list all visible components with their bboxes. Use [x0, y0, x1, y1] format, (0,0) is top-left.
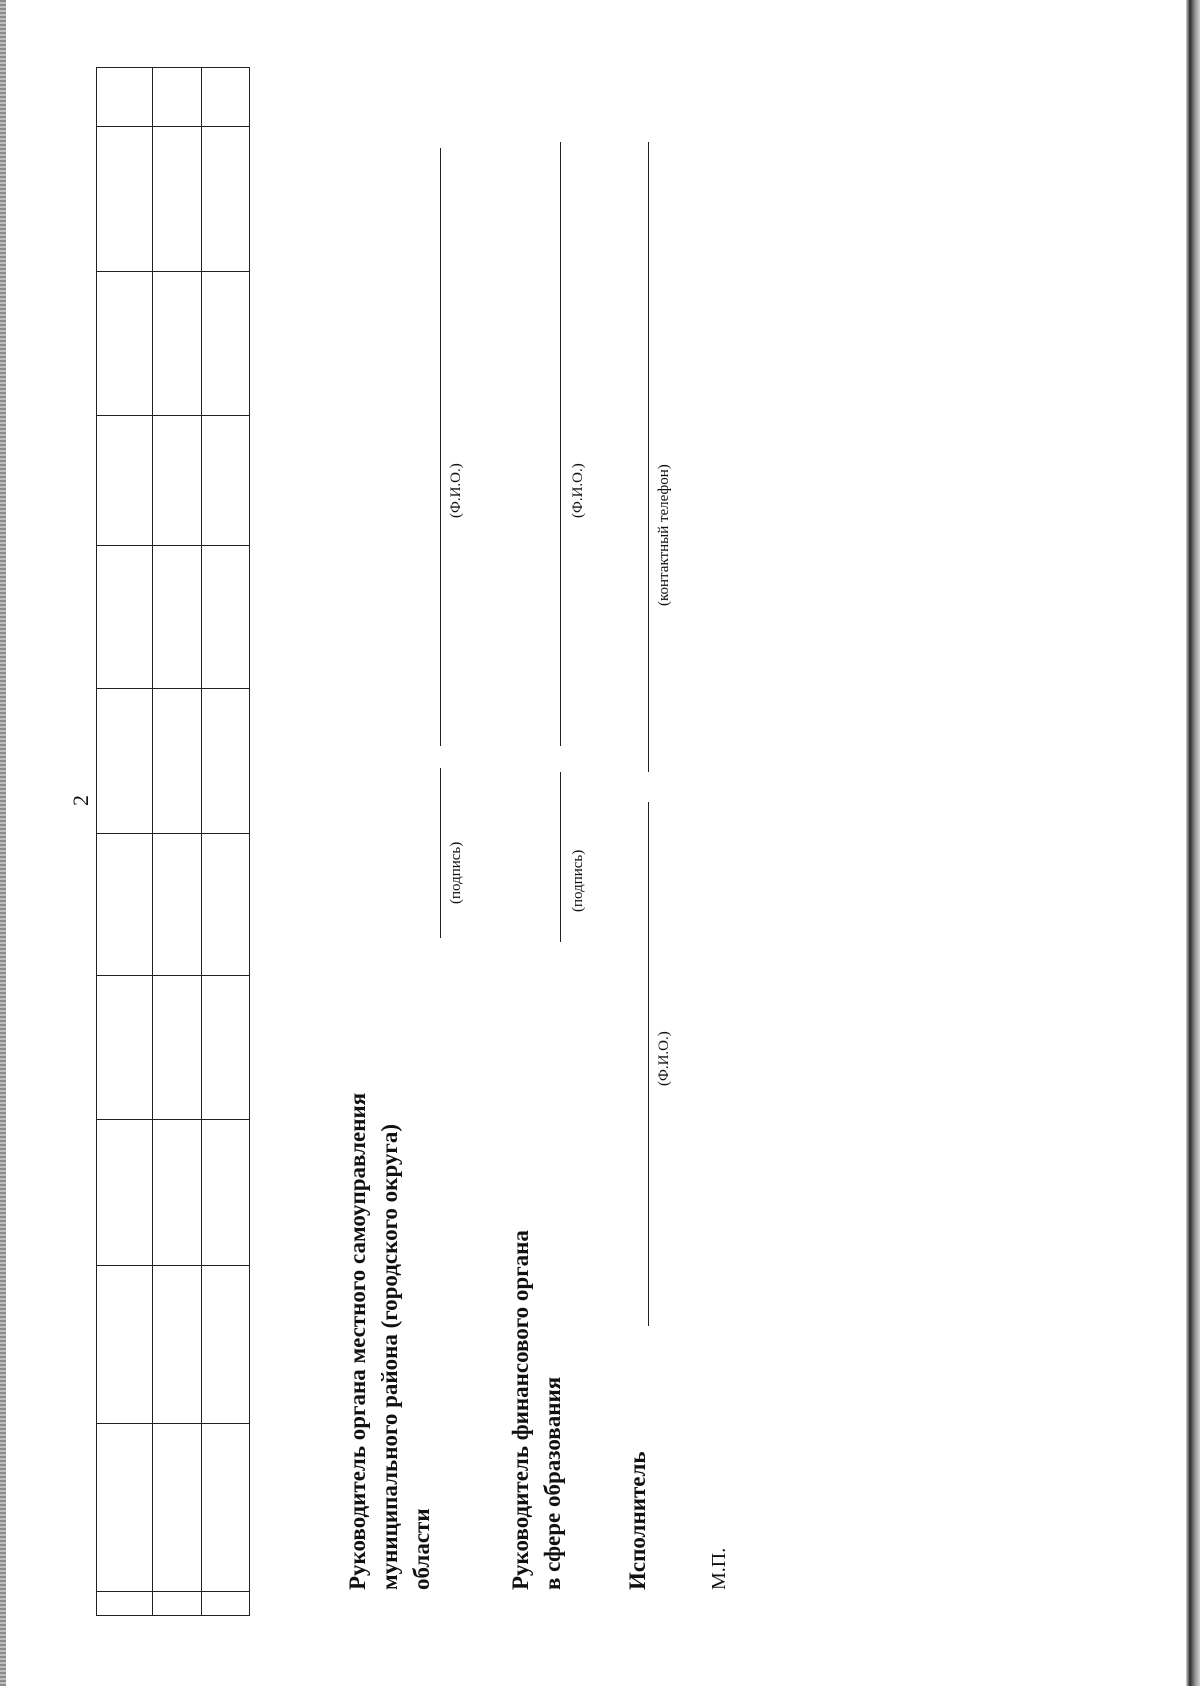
- executor-phone-line: [648, 142, 649, 772]
- head-local-gov-title-line1: Руководитель органа местного самоуправления: [345, 1092, 370, 1590]
- table-row: [153, 68, 201, 1616]
- table-cell: [97, 1266, 153, 1424]
- executor-title: Исполнитель: [625, 1451, 650, 1590]
- head-local-gov-signature-caption: (подпись): [448, 841, 464, 904]
- executor-phone-caption: (контактный телефон): [656, 464, 672, 606]
- head-finance-signature-line: [560, 772, 561, 942]
- table-cell: [201, 127, 249, 272]
- head-local-gov-title: [342, 1093, 438, 1590]
- table-cell: [201, 1424, 249, 1592]
- table-cell: [153, 1120, 201, 1266]
- head-local-gov-title-line2: муниципального района (городского округа): [377, 1123, 402, 1590]
- executor-name-line: [648, 802, 649, 1326]
- table-cell: [97, 546, 153, 689]
- executor-name-caption: (Ф.И.О.): [656, 1031, 672, 1086]
- table-cell: [97, 272, 153, 416]
- table-cell: [97, 1424, 153, 1592]
- table-cell: [153, 416, 201, 546]
- stamp-place-label: М.П.: [708, 1547, 730, 1590]
- table-cell: [153, 1424, 201, 1592]
- table-cell: [97, 689, 153, 834]
- table-cell: [201, 416, 249, 546]
- head-local-gov-name-caption: (Ф.И.О.): [448, 463, 464, 518]
- head-finance-name-line: [560, 142, 561, 746]
- table-cell: [201, 1592, 249, 1616]
- table-cell: [97, 1592, 153, 1616]
- table-cell: [153, 834, 201, 976]
- head-local-gov-signature-line: [440, 768, 441, 938]
- head-finance-title-line1: Руководитель финансового органа: [508, 1230, 533, 1590]
- table-cell: [201, 546, 249, 689]
- table-cell: [201, 272, 249, 416]
- table-cell: [97, 127, 153, 272]
- table-cell: [201, 1266, 249, 1424]
- table-cell: [97, 68, 153, 127]
- table-row: [201, 68, 249, 1616]
- table-cell: [97, 1120, 153, 1266]
- table-cell: [153, 127, 201, 272]
- table-cell: [201, 976, 249, 1120]
- head-finance-title-line2: в сфере образования: [540, 1376, 565, 1590]
- head-finance-title: [505, 1230, 569, 1590]
- table-cell: [153, 68, 201, 127]
- table-cell: [201, 68, 249, 127]
- head-local-gov-title-line3: области: [409, 1508, 434, 1590]
- table-cell: [153, 689, 201, 834]
- table-cell: [201, 834, 249, 976]
- table-cell: [97, 416, 153, 546]
- table-cell: [97, 976, 153, 1120]
- table-cell: [153, 976, 201, 1120]
- table-cell: [153, 272, 201, 416]
- data-table: [96, 67, 250, 1616]
- table-cell: [153, 1592, 201, 1616]
- table-cell: [201, 689, 249, 834]
- head-finance-name-caption: (Ф.И.О.): [570, 463, 586, 518]
- page-number: 2: [68, 795, 93, 806]
- head-local-gov-name-line: [440, 148, 441, 746]
- table-cell: [153, 546, 201, 689]
- table-row: [97, 68, 153, 1616]
- table-cell: [201, 1120, 249, 1266]
- head-finance-signature-caption: (подпись): [570, 849, 586, 912]
- table-cell: [153, 1266, 201, 1424]
- table-cell: [97, 834, 153, 976]
